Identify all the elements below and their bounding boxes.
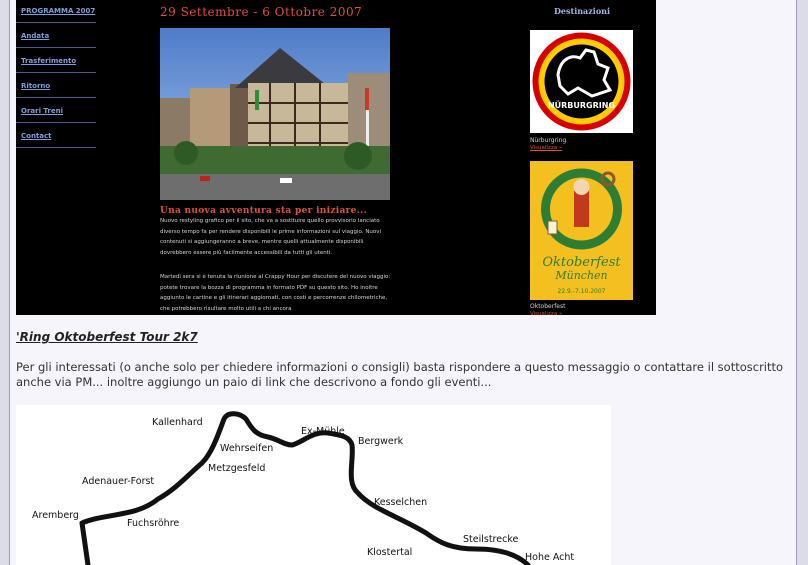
map-label-metzgesfeld: Metzgesfeld bbox=[208, 463, 266, 474]
svg-text:22.9.-7.10.2007: 22.9.-7.10.2007 bbox=[557, 288, 606, 295]
nurburgring-logo[interactable] bbox=[530, 30, 633, 133]
svg-text:Oktoberfest: Oktoberfest bbox=[542, 255, 621, 270]
nav-ritorno[interactable]: Ritorno bbox=[16, 75, 96, 98]
map-label-wehrseifen: Wehrseifen bbox=[220, 443, 274, 454]
map-label-klostertal: Klostertal bbox=[367, 547, 413, 558]
nav-contact[interactable]: Contact bbox=[16, 125, 96, 148]
site-headline: Una nuova avventura sta per iniziare... bbox=[160, 206, 368, 216]
site-paragraph-2: Martedì sera si è tenuta la riunione al Crappy Hour per discutere del nuovo viaggio: potete trovare la bozza di programma in formato PDF su questo sito. Ho inoltre aggiunto le cartine e gli itinerari aggiornati, con costi e percorrenze chilometriche, che potrebbero risultare molto utili a chi ancora bbox=[160, 274, 391, 312]
destination-label-oktoberfest: Oktoberfest bbox=[530, 303, 566, 310]
map-label-fuchsrohre: Fuchsröhre bbox=[127, 518, 180, 529]
map-label-bergwerk: Bergwerk bbox=[358, 436, 404, 447]
map-label-kallenhard: Kallenhard bbox=[152, 417, 203, 428]
map-label-steilstrecke: Steilstrecke bbox=[463, 534, 519, 545]
window-right-border bbox=[796, 0, 808, 565]
website-screenshot bbox=[16, 0, 656, 315]
map-label-hohe-acht: Hohe Acht bbox=[525, 552, 575, 563]
destinations-title: Destinazioni bbox=[553, 6, 611, 16]
map-label-aremberg: Aremberg bbox=[32, 510, 79, 521]
svg-text:NÜRBURGRING: NÜRBURGRING bbox=[547, 101, 616, 110]
nav-programma[interactable]: PROGRAMMA 2007 bbox=[16, 0, 96, 23]
map-label-kesselchen: Kesselchen bbox=[374, 497, 428, 508]
track-map bbox=[16, 405, 611, 565]
destination-link-nurburgring[interactable]: Visualizza » bbox=[530, 145, 563, 151]
town-photo bbox=[160, 28, 390, 200]
svg-text:München: München bbox=[555, 269, 608, 282]
post-title: 'Ring Oktoberfest Tour 2k7 bbox=[16, 330, 198, 344]
nav-trasferimento[interactable]: Trasferimento bbox=[16, 50, 96, 73]
nav-orari-treni[interactable]: Orari Treni bbox=[16, 100, 96, 123]
site-nav bbox=[16, 0, 96, 150]
window-left-border bbox=[0, 0, 10, 565]
destination-link-oktoberfest[interactable]: Visualizza » bbox=[530, 311, 563, 315]
post-body: Per gli interessati (o anche solo per chiedere informazioni o consigli) basta rispondere a questo messaggio o contattare il sottoscritto anche via PM... inoltre aggiungo un paio di link che descrivono a fondo gli eventi... bbox=[16, 360, 784, 389]
destination-label-nurburgring: Nürburgring bbox=[530, 137, 567, 144]
site-paragraph-1: Nuovo restyling grafico per il sito, che va a sostituire quello provvisorio lanciato diverso tempo fa per rendere disponibili le prime informazioni sul viaggio. Nuovi contenuti si aggiungeranno a breve, mentre quelli attualmente disponibili dovrebbero essere più facilmente accessibili da tutti gli utenti. bbox=[160, 218, 382, 256]
site-date-title: 29 Settembre - 6 Ottobre 2007 bbox=[160, 5, 363, 19]
nav-andata[interactable]: Andata bbox=[16, 25, 96, 48]
map-label-adenauer-forst: Adenauer-Forst bbox=[82, 476, 155, 487]
oktoberfest-logo[interactable] bbox=[530, 161, 633, 300]
map-label-ex-muhle: Ex-Mühle bbox=[301, 426, 345, 437]
